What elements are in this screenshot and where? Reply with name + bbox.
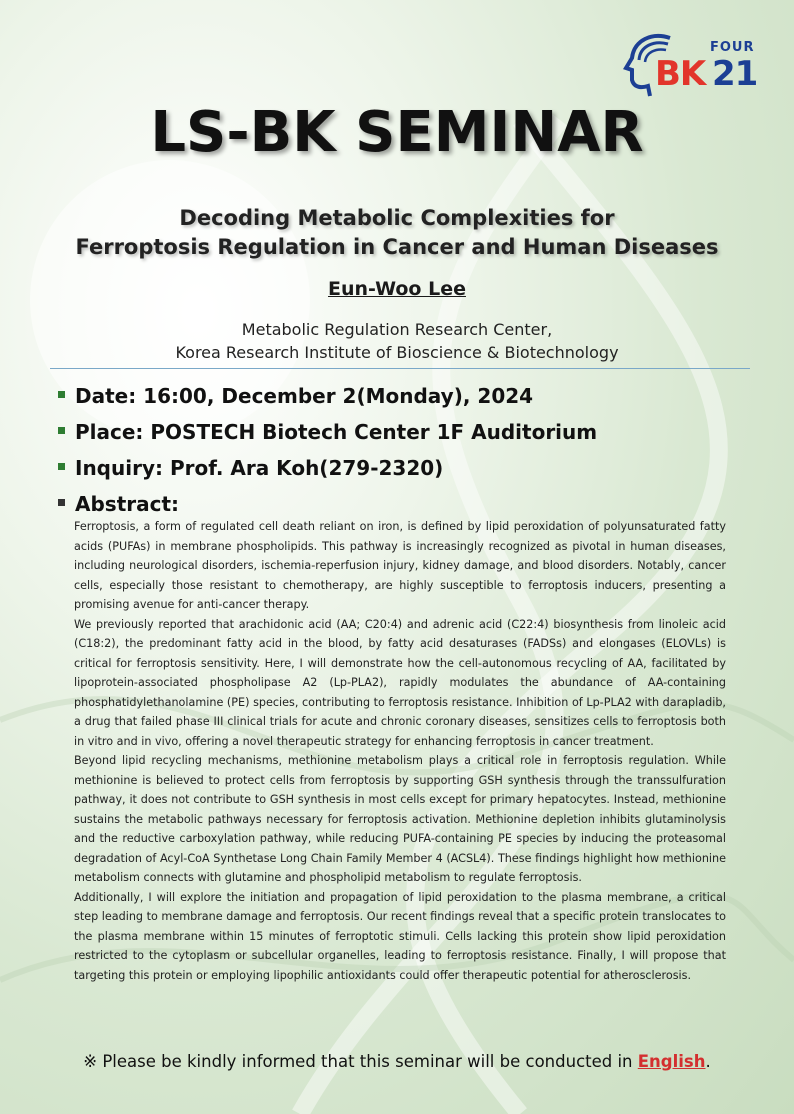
- logo-21-text: 21: [712, 54, 758, 94]
- affiliation-line-1: Metabolic Regulation Research Center,: [241, 320, 553, 339]
- abstract-paragraph-1: Ferroptosis, a form of regulated cell death reliant on iron, is defined by lipid peroxidation of polyunsaturated fatty acids (PUFAs) in membrane phospholipids. This pathway is increasingly recognized as pivotal in human diseases, including neurological disorders, ischemia-reperfusion injury, kidney damage, and blood disorders. Notably, cancer cells, especially those resistant to chemotherapy, are highly susceptible to ferroptosis inducers, presenting a promising avenue for anti-cancer therapy.: [74, 520, 726, 611]
- date-text: Date: 16:00, December 2(Monday), 2024: [75, 384, 534, 408]
- inquiry-text: Inquiry: Prof. Ara Koh(279-2320): [75, 456, 444, 480]
- logo-four-text: FOUR: [710, 40, 755, 55]
- place-text: Place: POSTECH Biotech Center 1F Auditorium: [75, 420, 598, 444]
- place-row: [58, 417, 758, 453]
- bullet-icon: [58, 427, 65, 434]
- speaker-name: Eun-Woo Lee: [328, 278, 466, 300]
- bk21-four-logo: [622, 30, 762, 100]
- subtitle-line-1: Decoding Metabolic Complexities for: [179, 206, 615, 230]
- logo-bk-text: BK: [655, 54, 706, 94]
- subtitle-line-2: Ferroptosis Regulation in Cancer and Human Diseases: [75, 235, 719, 259]
- bullet-icon: [58, 463, 65, 470]
- abstract-paragraph-2: We previously reported that arachidonic acid (AA; C20:4) and adrenic acid (C22:4) biosynthesis from linoleic acid (C18:2), the predominant fatty acid in the blood, by fatty acid desaturases (FADSs) and elongases (ELOVLs) is critical for ferroptosis sensitivity. Here, I will demonstrate how the cell-autonomous recycling of AA, facilitated by lipoprotein-associated phospholipase A2 (Lp-PLA2), rapidly modulates the abundance of AA-containing phosphatidylethanolamine (PE) species, contributing to ferroptosis resistance. Inhibition of Lp-PLA2 with darapladib, a drug that failed phase III clinical trials for acute and chronic coronary diseases, sensitizes cells to ferroptosis both in vitro and in vivo, offering a novel therapeutic strategy for enhancing ferroptosis in cancer treatment.: [74, 617, 726, 748]
- bullet-icon: [58, 499, 65, 506]
- notice-prefix: ※ Please be kindly informed that this seminar will be conducted in: [83, 1052, 638, 1071]
- abstract-label: Abstract:: [75, 492, 180, 516]
- notice-language: English: [637, 1052, 706, 1071]
- inquiry-row: [58, 453, 758, 489]
- language-notice: [0, 1052, 794, 1071]
- speaker-affiliation: [0, 318, 794, 364]
- notice-suffix: .: [705, 1052, 711, 1071]
- page-title: LS-BK SEMINAR: [150, 100, 644, 165]
- seminar-info: [58, 381, 758, 525]
- bullet-icon: [58, 391, 65, 398]
- divider: [50, 368, 750, 369]
- abstract-paragraph-3: Beyond lipid recycling mechanisms, methionine metabolism plays a critical role in ferroptosis regulation. While methionine is believed to protect cells from ferroptosis by supporting GSH synthesis through the transsulfuration pathway, it does not contribute to GSH synthesis in most cells except for primary hepatocytes. Instead, methionine sustains the metabolic pathways necessary for ferroptosis activation. Methionine depletion inhibits glutaminolysis and the reductive carboxylation pathway, while reducing PUFA-containing PE species by inducing the proteasomal degradation of Acyl-CoA Synthetase Long Chain Family Member 4 (ACSL4). These findings highlight how methionine metabolism connects with glutamine and phospholipid metabolism to regulate ferroptosis.: [74, 754, 726, 884]
- affiliation-line-2: Korea Research Institute of Bioscience & Biotechnology: [175, 343, 619, 362]
- abstract-paragraph-4: Additionally, I will explore the initiation and propagation of lipid peroxidation to the plasma membrane, a critical step leading to membrane damage and ferroptosis. Our recent findings reveal that a specific protein translocates to the plasma membrane within 15 minutes of ferroptotic stimuli. Cells lacking this protein show lipid peroxidation restricted to the cytoplasm or subcellular organelles, leading to ferroptosis resistance. Finally, I will propose that targeting this protein or employing lipophilic antioxidants could offer therapeutic potential for atherosclerosis.: [74, 890, 726, 982]
- seminar-subtitle: [40, 204, 754, 262]
- date-row: [58, 381, 758, 417]
- abstract-body: [74, 517, 726, 985]
